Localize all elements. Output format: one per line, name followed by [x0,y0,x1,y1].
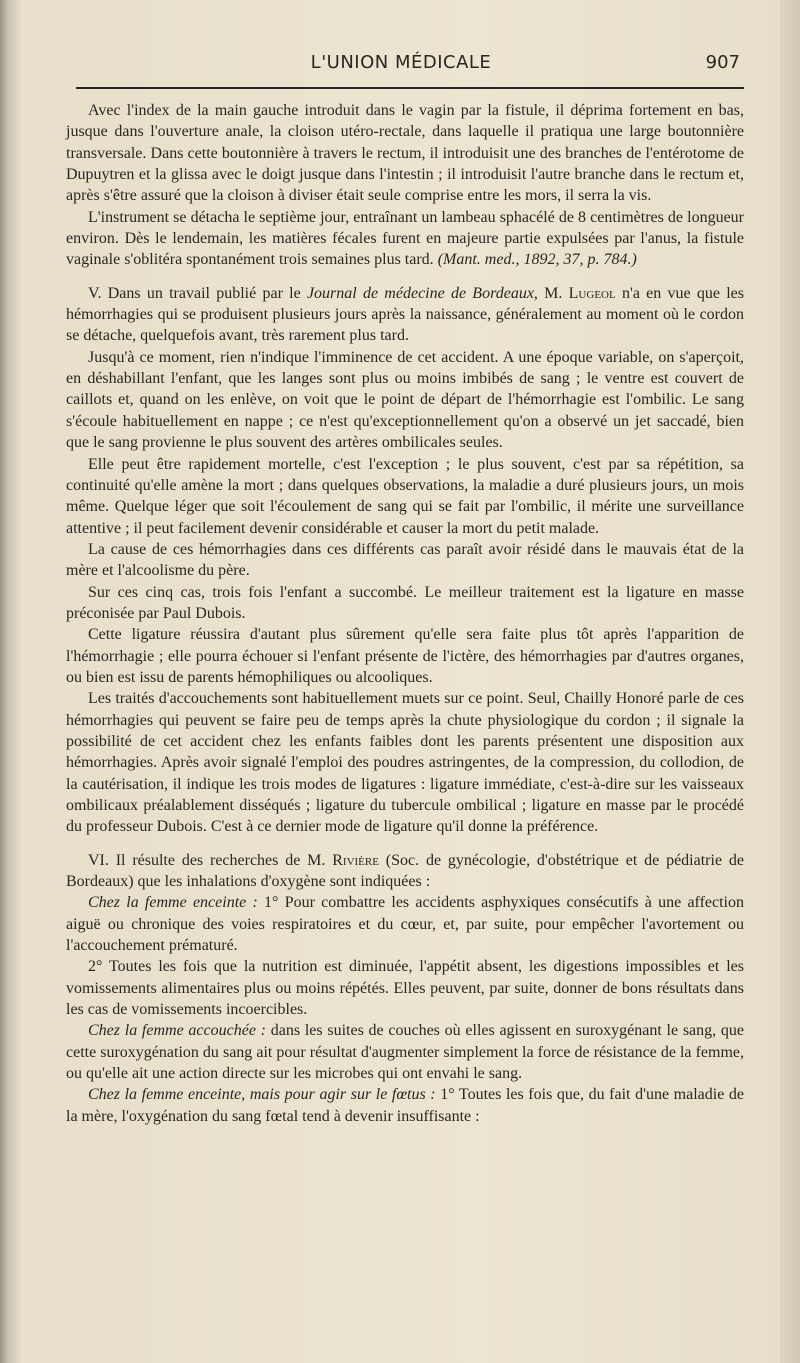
paragraph: L'instrument se détacha le septième jour, entraînant un lambeau sphacélé de 8 centimètres de longueur environ. Dès le lendemain, les matières fécales furent en majeure partie expulsées par l'anus, la fistule vaginale s'oblitéra spontanément trois semaines plus tard. (Mant. med., 1892, 37, p. 784.) [66,208,744,269]
journal-title: Journal de médecine de Bordeaux [306,284,534,302]
page-header [62,52,740,82]
paragraph: Chez la femme enceinte, mais pour agir sur le fœtus : 1° Toutes les fois que, du fait d'une maladie de la mère, l'oxygénation du sang fœtal tend à devenir insuffisante : [66,1086,744,1125]
citation: (Mant. med., 1892, 37, p. 784.) [437,251,637,269]
paragraph: VI. Il résulte des recherches de M. Rivière (Soc. de gynécologie, d'obstétrique et de pédiatrie de Bordeaux) que les inhalations d'oxygène sont indiquées : [66,851,744,891]
section-label: Chez la femme enceinte : [88,894,258,912]
page-number: 907 [705,52,740,73]
paragraph: Chez la femme accouchée : dans les suites de couches où elles agissent en suroxygénant le sang, que cette suroxygénation du sang ait pour résultat d'augmenter simplement la force de résistance de la femme, ou qu'elle ait une action directe sur les microbes qui ont envahi le sang. [66,1022,744,1083]
paragraph: Avec l'index de la main gauche introduit dans le vagin par la fistule, il déprima fortement en bas, jusque dans l'ouverture anale, la cloison utéro-rectale, dans laquelle il pratiqua une large boutonnière transversale. Dans cette boutonnière à travers le rectum, il introduisit une des branches de l'entérotome de Dupuytren et la glissa avec le doigt jusque dans l'intestin ; il introduisit l'autre branche dans le rectum et, après s'être assuré que la cloison à diviser était seule comprise entre les mors, il serra la vis. [66,102,744,205]
article-body [66,100,744,1127]
paragraph: V. Dans un travail publié par le Journal de médecine de Bordeaux, M. Lugeol n'a en vue que les hémorrhagies qui se produisent plusieurs jours après la naissance, généralement au moment où le cordon se détache, quelquefois avant, très rarement plus tard. [66,284,744,345]
page-gutter [780,0,800,1363]
paragraph: Cette ligature réussira d'autant plus sûrement qu'elle sera faite plus tôt après l'apparition de l'hémorrhagie ; elle pourra échouer si l'enfant présente de l'ictère, des hémorrhagies par d'autres organes, ou bien est issu de parents hémophiliques ou alcooliques. [66,626,744,686]
paragraph: 2° Toutes les fois que la nutrition est diminuée, l'appétit absent, les digestions impossibles et les vomissements alimentaires plus ou moins répétés. Elles peuvent, par suite, donner de bons résultats dans les cas de vomissements incoercibles. [66,958,744,1019]
paragraph: La cause de ces hémorrhagies dans ces différents cas paraît avoir résidé dans le mauvais état de la mère et l'alcoolisme du père. [66,540,744,580]
section-label: Chez la femme enceinte, mais pour agir sur le fœtus : [88,1086,436,1104]
paragraph: Sur ces cinq cas, trois fois l'enfant a succombé. Le meilleur traitement est la ligature en masse préconisée par Paul Dubois. [66,583,744,622]
paragraph: Jusqu'à ce moment, rien n'indique l'imminence de cet accident. A une époque variable, on s'aperçoit, en déshabillant l'enfant, que les langes sont plus ou moins imbibés de sang ; le ventre est couvert de caillots et, quand on les enlève, on voit que le point de départ de l'hémorrhagie est l'ombilic. Le sang s'écoule habituellement en nappe ; ce n'est qu'exceptionnellement qu'on a observé un jet saccadé, bien que le sang provienne le plus souvent des artères ombilicales seules. [66,348,744,452]
author-name: Rivière [332,851,379,869]
paragraph: Elle peut être rapidement mortelle, c'est l'exception ; le plus souvent, c'est par sa répétition, sa continuité qu'elle amène la mort ; dans quelques observations, la maladie a duré plusieurs jours, un mois même. Quelque léger que soit l'écoulement de sang qui se fait par l'ombilic, il mérite une surveillance attentive ; il peut facilement devenir considérable et causer la mort du petit malade. [66,455,744,537]
author-name: Lugeol [568,284,616,302]
section-label: Chez la femme accouchée : [88,1022,267,1040]
paragraph: Chez la femme enceinte : 1° Pour combattre les accidents asphyxiques consécutifs à une affection aiguë ou chronique des voies respiratoires et du cœur, et, par suite, pour empêcher l'avortement ou l'accouchement prématuré. [66,894,745,955]
header-rule [76,87,744,89]
running-title: L'UNION MÉDICALE [310,52,492,73]
paragraph: Les traités d'accouchements sont habituellement muets sur ce point. Seul, Chailly Honoré parle de ces hémorrhagies qui peuvent se faire peu de temps après la chute physiologique du cordon ; il signale la possibilité de cet accident chez les enfants faibles dont les parents présentent une disposition aux hémorrhagies. Après avoir signalé l'emploi des poudres astringentes, de la compression, du collodion, de la cautérisation, il indique les trois modes de ligatures : ligature immédiate, c'est-à-dire sur les vaisseaux ombilicaux préalablement disséqués ; ligature du tubercule ombilical ; ligature en masse par le procédé du professeur Dubois. C'est à ce dernier mode de ligature qu'il donne la préférence. [66,690,744,836]
